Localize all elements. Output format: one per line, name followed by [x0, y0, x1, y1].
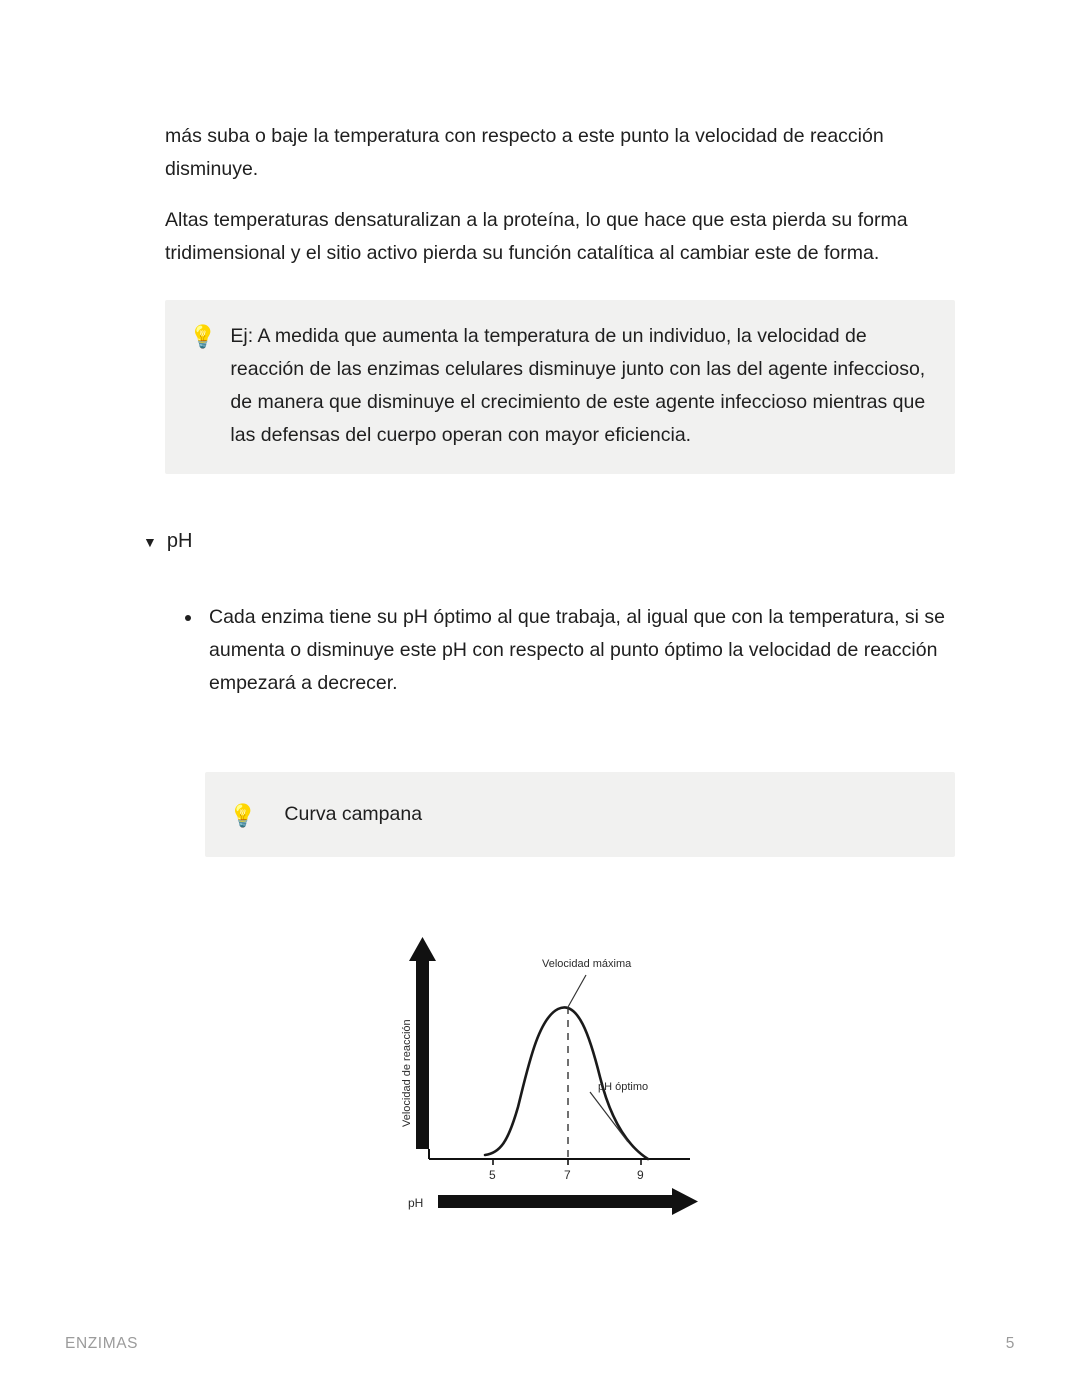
bulb-icon: 💡	[189, 324, 217, 349]
chevron-down-icon[interactable]: ▼	[143, 533, 157, 550]
callout-curve-text: Curva campana	[284, 803, 423, 825]
annotation-velocidad-maxima: Velocidad máxima	[542, 958, 632, 970]
optimo-leader-line	[590, 1092, 628, 1142]
bulb-icon: 💡	[229, 802, 257, 828]
footer-document-title: ENZIMAS	[65, 1335, 139, 1352]
x-axis-arrow	[438, 1188, 698, 1215]
callout-temperature-text: Ej: A medida que aumenta la temperatura de un individuo, la velocidad de reacción de las enzimas celulares disminuye junto con las del agente infeccioso, de manera que disminuye el crecimiento de este agente infeccioso mientras que las defensas del cuerpo operan con mayor eficiencia.	[230, 325, 926, 446]
callout-temperature-example	[165, 300, 955, 474]
paragraph-1: más suba o baje la temperatura con respecto a este punto la velocidad de reacción disminuye.	[165, 125, 884, 180]
max-leader-line	[568, 975, 586, 1007]
ph-velocity-chart	[390, 927, 730, 1227]
annotation-ph-optimo: pH óptimo	[598, 1081, 649, 1093]
list-item: • Cada enzima tiene su pH óptimo al que trabaja, al igual que con la temperatura, si se aumenta o disminuye este pH con respecto al punto óptimo la velocidad de reacción empezará a decrecer.	[203, 601, 955, 700]
ph-curve-figure	[165, 927, 955, 1227]
x-axis-label: pH	[408, 1196, 424, 1210]
footer-page-number: 5	[1005, 1335, 1015, 1352]
xtick-label: 9	[637, 1168, 644, 1182]
y-axis-label: Velocidad de reacción	[401, 1019, 413, 1127]
xtick-label: 5	[489, 1168, 496, 1182]
page-footer	[0, 1335, 1080, 1353]
paragraph-2: Altas temperaturas densaturalizan a la proteína, lo que hace que esta pierda su forma tridimensional y el sitio activo pierda su función catalítica al cambiar este de forma.	[165, 209, 908, 264]
page-content	[143, 120, 955, 1227]
y-axis-arrow	[409, 937, 436, 1149]
bullet-list	[165, 601, 955, 700]
toggle-heading-ph[interactable]	[143, 530, 955, 553]
xtick-label: 7	[564, 1168, 571, 1182]
toggle-heading-label: pH	[166, 530, 193, 552]
callout-curve	[205, 772, 955, 857]
